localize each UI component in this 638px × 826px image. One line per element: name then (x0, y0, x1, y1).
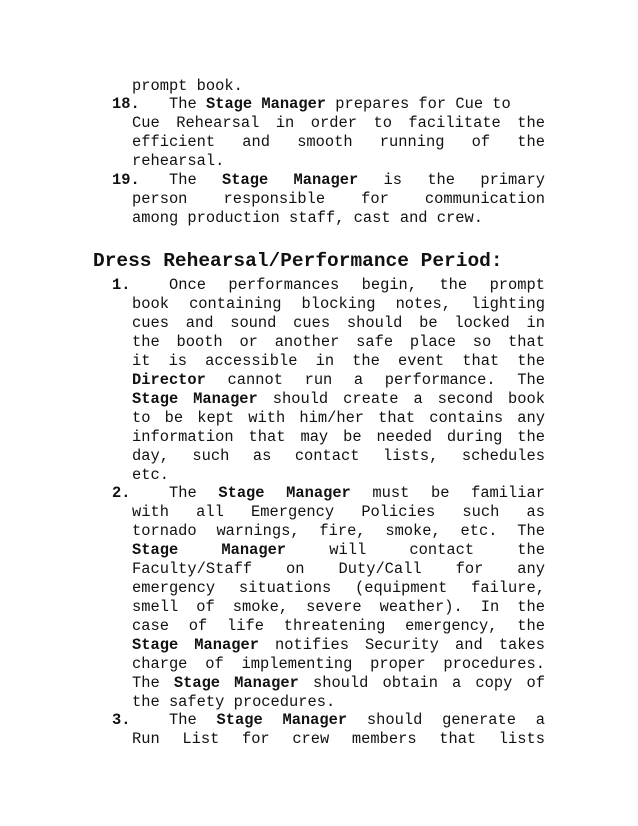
text-run: notifies Security and takes (275, 636, 545, 654)
text-run: The (169, 484, 197, 502)
item-text: smell of smoke, severe weather). In the (132, 598, 545, 616)
item-text: charge of implementing proper procedures. (132, 655, 545, 673)
item-text: etc. (132, 466, 169, 484)
text-run: The (132, 674, 160, 692)
section-heading: Dress Rehearsal/Performance Period: (93, 250, 503, 272)
item-number: 3. (112, 711, 131, 729)
item-text: emergency situations (equipment failure, (132, 579, 545, 597)
role-name: Stage Manager (173, 674, 299, 692)
item-number: 19. (112, 171, 140, 189)
item-text: among production staff, cast and crew. (132, 209, 483, 227)
item-text: case of life threatening emergency, the (132, 617, 545, 635)
text-run: The (169, 711, 197, 729)
role-name: Stage Manager (132, 636, 259, 654)
role-name: Stage Manager (216, 711, 348, 729)
item-text (132, 371, 545, 390)
item-text: cues and sound cues should be locked in (132, 314, 545, 332)
item-text: person responsible for communication (132, 190, 545, 208)
continuation-line: prompt book. (132, 77, 243, 95)
item-text: it is accessible in the event that the (132, 352, 545, 370)
item-text (169, 484, 545, 503)
text-run: cannot run a performance. The (227, 371, 545, 389)
text-run: must be familiar (372, 484, 545, 502)
item-text: day, such as contact lists, schedules (132, 447, 545, 465)
item-text (132, 636, 545, 655)
item-text: book containing blocking notes, lighting (132, 295, 545, 313)
item-text: the booth or another safe place so that (132, 333, 545, 351)
text-run: should generate a (366, 711, 545, 729)
item-text: with all Emergency Policies such as (132, 503, 545, 521)
role-name: Director (132, 371, 206, 389)
item-number: 2. (112, 484, 131, 502)
item-text: Once performances begin, the prompt (169, 276, 545, 294)
item-text: information that may be needed during the (132, 428, 545, 446)
item-text (169, 95, 511, 114)
text-run: is the primary (383, 171, 545, 189)
item-text: efficient and smooth running of the (132, 133, 545, 151)
role-name: Stage Manager (222, 171, 359, 189)
text-run: The (169, 95, 197, 113)
text-run: will contact the (329, 541, 545, 559)
role-name: Stage Manager (218, 484, 351, 502)
item-text: Faculty/Staff on Duty/Call for any (132, 560, 545, 578)
item-text (132, 541, 545, 560)
text-run: prepares for Cue to (335, 95, 511, 113)
item-text: Run List for crew members that lists (132, 730, 545, 748)
role-name: Stage Manager (205, 95, 327, 113)
text-run: The (169, 171, 197, 189)
item-text: to be kept with him/her that contains any (132, 409, 545, 427)
item-text (132, 674, 545, 693)
item-text (169, 711, 545, 730)
text-run: should obtain a copy of (312, 674, 545, 692)
item-text (169, 171, 545, 190)
role-name: Stage Manager (132, 390, 258, 408)
item-number: 18. (112, 95, 140, 113)
item-number: 1. (112, 276, 131, 294)
item-text: the safety procedures. (132, 693, 336, 711)
item-text: tornado warnings, fire, smoke, etc. The (132, 522, 545, 540)
item-text: rehearsal. (132, 152, 225, 170)
item-text (132, 390, 545, 409)
text-run: should create a second book (272, 390, 545, 408)
item-text: Cue Rehearsal in order to facilitate the (132, 114, 545, 132)
role-name: Stage Manager (132, 541, 287, 559)
